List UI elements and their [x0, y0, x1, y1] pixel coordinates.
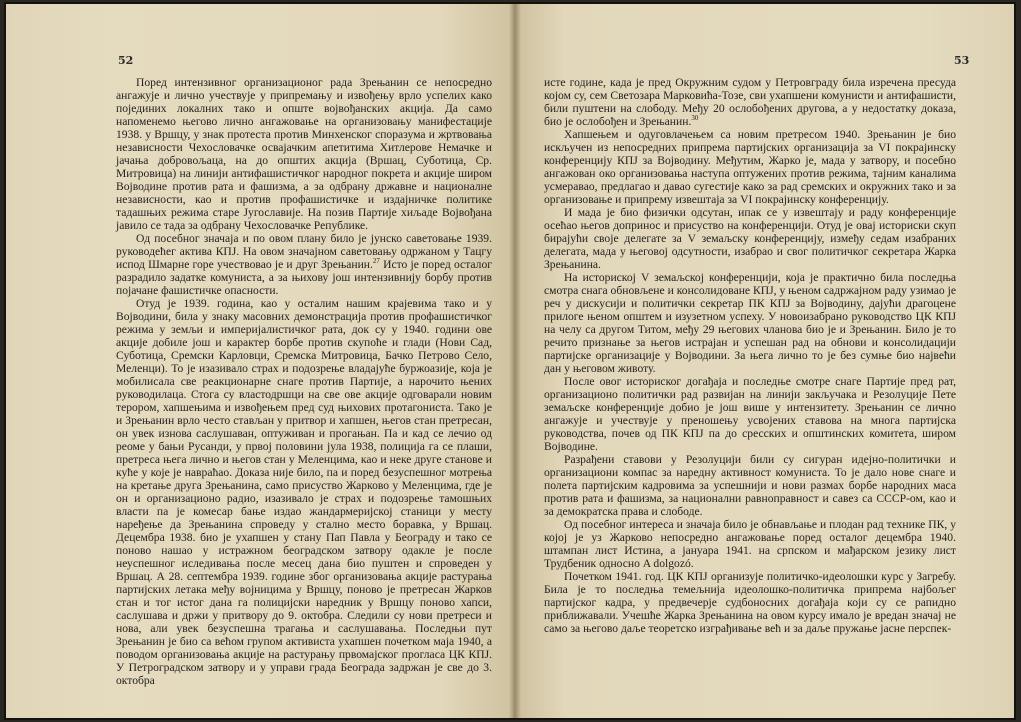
paragraph: Почетком 1941. год. ЦК КПЈ организује политичко-идеолошки курс у Загребу. Била је то последња темељнија идеолошко-политичка припрема најбољег партијског кадра, у предвечерје судбоносних догађаја који су се рапидно приближавали. Учешће Жарка Зрењанина на овом курсу имало је вредан значај не само за његово даље теоретско изграђивање већ и за даље пружање јасне перспек-	[544, 570, 956, 635]
paragraph: На историској V земаљској конференцији, која је практично била последња смотра снага обновљене и консолидоване КПЈ, у њеном садржајном раду узимао је реч у дискусији и политички секретар ПК КПЈ за Војводину, дајући драгоцене прилоге њеном општем и изузетном успеху. У новоизабрано руководство ЦК КПЈ на челу са другом Титом, међу 29 његових чланова био је и Зрењанин. Било је то речито признање за његов истрајан и успешан рад на обнови и консолидацији партијске организације у Војводини. За њега лично то је без сумње био највећи дан у његовом животу.	[544, 271, 956, 375]
page-text	[116, 76, 492, 687]
book-gutter	[509, 4, 521, 718]
paragraph: И мада је био физички одсутан, ипак се у извештају и раду конференције осећао његов допринос и присуство на конференцији. Отуд је овај историски скуп бирајући своје делегате за V земаљску конференцију, између седам изабраних делегата, мада у његовој одсутности, изабрао и свог политичког секретара Жарка Зрењанина.	[544, 206, 956, 271]
paragraph: Поред интензивног организационог рада Зрењанин се непосредно ангажује и лично учествује у припремању и извођењу врло успелих како појединих локалних тако и опште војвођанских акција. Да само напоменемо његово лично ангажовање на организовању манифестације 1938. у Вршцу, у знак протеста против Минхенског споразума и жртвовања независности Чехословачке освајачким апетитима Хитлерове Немачке и јачања добровољаца, на до општих акција (Вршац, Суботица, Ср. Митровица) на линији антифашистичког народног покрета и акције широм Војводине против рата и фашизма, а за одбрану државне и националне независности, као и против профашистичке и издајничке политике тадашњих режима старе Југославије. На позив Партије хиљаде Војвођана јавило се тада за одбрану Чехословачке Републике.	[116, 76, 492, 232]
paragraph: Разрађени ставови у Резолуцији били су сигуран идејно-политички и организациони компас за наредну активност комуниста. То је дало нове снаге и полета партијским кадровима за успешнији и нови размах борбе народних маса против рата и фашизма, за национални равноправност и савез са СССР-ом, као и за демократска права и слободе.	[544, 453, 956, 518]
page-number: 52	[118, 54, 134, 67]
left-page	[6, 4, 514, 718]
paragraph: исте године, када је пред Окружним судом у Петровграду била изречена пресуда којом су, сем Светозара Марковића-Тозе, сви ухапшени комунисти и антифашисти, били пуштени на слободу. Међу 20 ослобођених другова, а у недостатку доказа, био је ослобођен и Зрењанин.$^{30}$	[544, 76, 956, 128]
right-page	[514, 4, 1014, 718]
page-number: 53	[954, 54, 970, 67]
book-spread	[6, 4, 1014, 718]
paragraph: Хапшењем и одуговлачењем са новим претресом 1940. Зрењанин је био искључен из непосредних припрема партијских организација за VI покрајинску конференцију КПЈ за Војводину. Међутим, Жарко је, мада у затвору, и посебно ангажован око организовања наступа оптужених против режима, тајним каналима усмеравао, предлагао и давао сугестије како за рад сремских и окружних тако и за организовање и припрему извештаја за VI покрајинску конференцију.	[544, 128, 956, 206]
paragraph: После овог историског догађаја и последње смотре снаге Партије пред рат, организационо политички рад развијан на линији закључака и Резолуције Пете земаљске конференције добио је још више у интензитету. Зрењанин се лично ангажује и учествује у преношењу усвојених ставова на многа партијска руководства, почев од ПК КПЈ па до сресских и општинских комитета, широм Војводине.	[544, 375, 956, 453]
footnote-marker: 27	[372, 257, 380, 266]
paragraph: Од посебног значаја и по овом плану било је јунско саветовање 1939. руководећег актива КПЈ. На овом значајном саветовању одржаном у Тацгу испод Шмарне горе учествовао је и друг Зрењанин.$^{27}$ Исто је поред осталог разрадило задатке комуниста, а за њихову још интензивнију борбу против појачане фашистичке опасности.	[116, 232, 492, 297]
footnote-marker: 30	[691, 114, 699, 123]
page-text	[544, 76, 956, 635]
paragraph: Од посебног интереса и значаја било је обнављање и плодан рад технике ПК, у којој је уз Жарково непосредно ангажовање поред осталог децембра 1940. штампан лист Истина, а јануара 1941. на српском и мађарском језику лист Трудбеник односно A dolgozó.	[544, 518, 956, 570]
paragraph: Отуд је 1939. година, као у осталим нашим крајевима тако и у Војводини, била у знаку масовних демонстрација против профашистичког режима у земљи и империјалистичког рата, док су у 1940. години ове акције добиле још и карактер борбе против скупоће и глади (Нови Сад, Суботица, Сремски Карловци, Сремска Митровица, Бачко Петрово Село, Меленци). То је изазивало страх и подозрење владајуће буржоазије, која је мобилисала све реакционарне снаге против Партије, а нарочито њених руководилаца. Стога су властодршци на све ове акције одговарали новим терором, хапшењима и извођењем пред суд њихових протагониста. Тако је и Зрењанин врло често стављан у притвор и хапшен, његов стан претресан, он увек изнова саслушаван, оптуживан и прогањан. Па и кад се лечио од реоме у бањи Русанди, у првој половини јула 1938, полиција га се плаши, претреса њега лично и његов стан у Меленцима, као и неке друге станове и куће у које је навраћао. Доказа није било, па и поред безуспешног мотрења на кретање друга Зрењанина, само присуство Жарково у Меленцима, где је он и организационо радио, изазивало је страх и подозрење тамошњих власти па је комесар бање издао жандармеријској станици у месту наређење да Зрењанина спроведу у стално место боравка, у Вршац. Децембра 1938. био је ухапшен у стану Пап Павла у Београду и тако се поново нашао у истражном београдском затвору одакле је после неуспешног иследивања после месец дана био пуштен и спроведен у Вршац. А 28. септембра 1939. године због организовања акције растурања партијских летака међу војницима у Вршцу, поново је претресан Жарков стан и тог истог дана га полицијски наредник у Вршцу поново хапси, саслушава и држи у притвору до 9. октобра. Следили су нови претреси и нова, али увек безуспешна трагања и саслушавања. Последњи пут Зрењанин је био са већом групом активиста ухапшен почетком маја 1940, а поводом организовања акције на растурању првомајског прогласа ЦК КПЈ. У Петроградском затвору и у управи града Београда задржан је све до 3. октобра	[116, 297, 492, 687]
